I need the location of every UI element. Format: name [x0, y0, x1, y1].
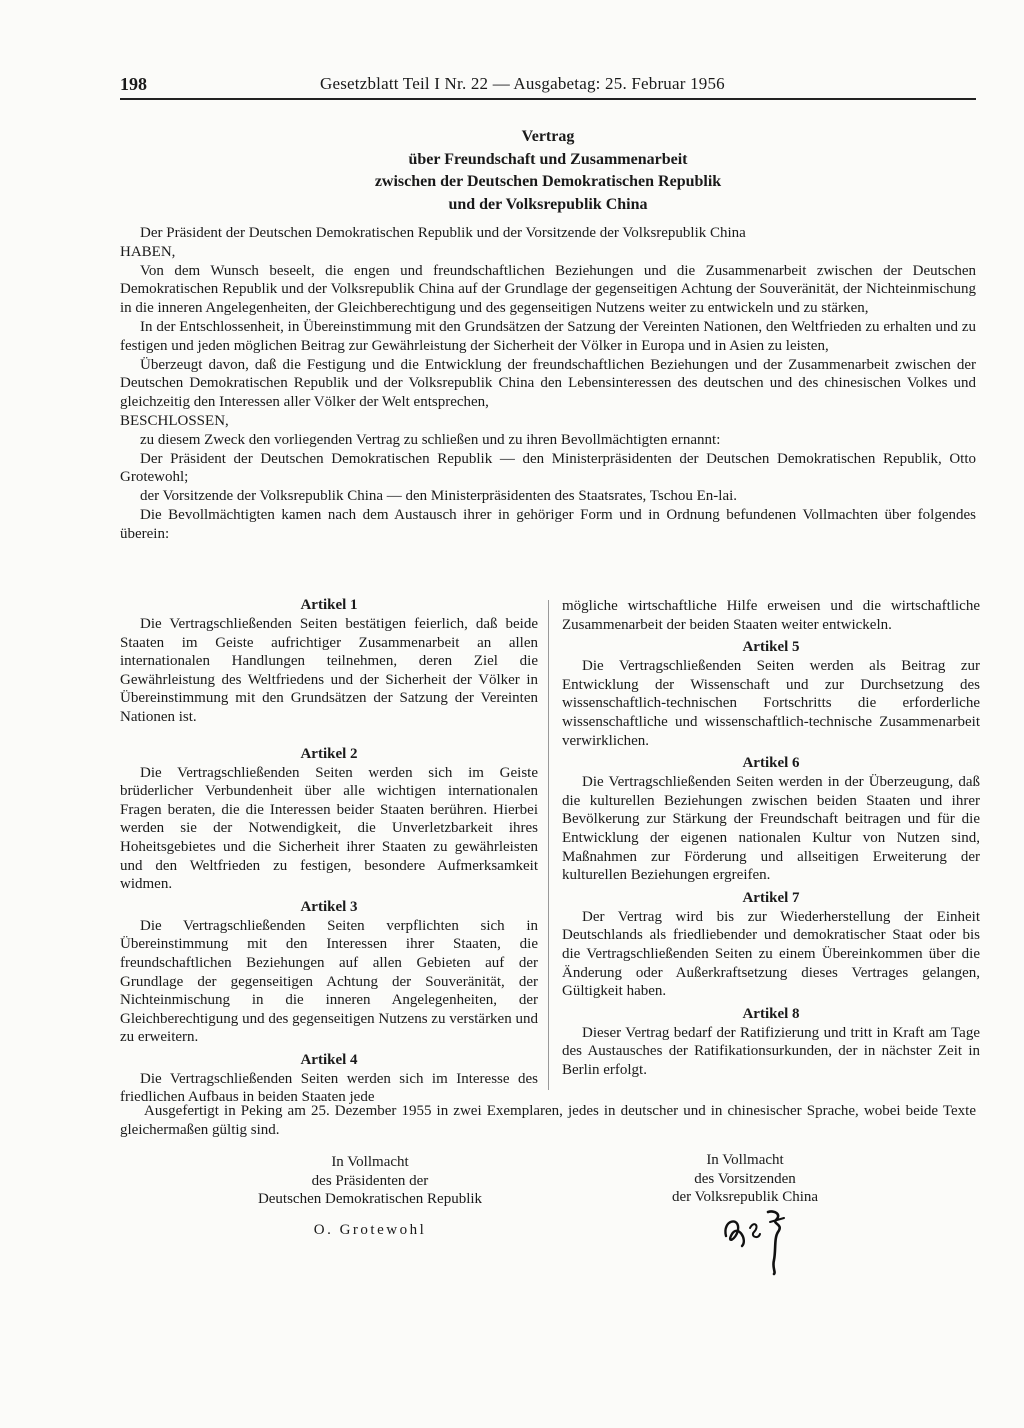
article-1-heading: Artikel 1 [300, 597, 358, 613]
article-3-text: Die Vertragschließenden Seiten verpflichten sich in Übereinstimmung mit den Interessen ihrer Staaten, die freundschaftlichen Beziehungen auf allen Gebieten auf der Grundlage der gegenseitigen Achtung der Souveränität, der Nichteinmischung in die inneren Angelegenheiten, der Gleichberechtigung und des gegenseitigen Nutzens zu verstärken und zu erweitern. [120, 917, 538, 1046]
signature-line: In Vollmacht [706, 1152, 784, 1168]
article-8-text: Dieser Vertrag bedarf der Ratifizierung und tritt in Kraft am Tage des Austausches der Ratifikationsurkunden, der in nächster Zeit in Berlin erfolgt. [562, 1024, 980, 1078]
preamble-paragraph: Von dem Wunsch beseelt, die engen und freundschaftlichen Beziehungen und die Zusammenarbeit zwischen der Deutschen Demokratischen Republik und der Volksrepublik China auf der Grundlage der gegenseitigen Achtung der Souveränität, der Nichteinmischung in die inneren Angelegenheiten, der Gleichberechtigung und des gegenseitigen Nutzens weiter zu entwickeln und zu stärken, [120, 262, 976, 317]
article-1-text: Die Vertragschließenden Seiten bestätigen feierlich, daß beide Staaten im Geiste aufrichtiger Zusammenarbeit an allen internationalen Handlungen teilnehmen, deren Ziel die Gewährleistung des Weltfriedens und der Sicherheit der Völker in Übereinstimmung mit den Grundsätzen der Satzung der Vereinten Nationen ist. [120, 616, 538, 725]
closing-clause [120, 1102, 976, 1140]
signatory-name: O. Grotewohl [313, 1221, 427, 1238]
article-6-heading: Artikel 6 [742, 755, 800, 772]
handwritten-signature [718, 1206, 798, 1276]
article-5-heading: Artikel 5 [742, 639, 800, 656]
preamble-paragraph: der Vorsitzende der Volksrepublik China — den Ministerpräsidenten des Staatsrates, Tschou En-lai. [140, 488, 738, 505]
article-8-heading: Artikel 8 [742, 1005, 800, 1022]
preamble [120, 224, 976, 544]
article-6-text: Die Vertragschließenden Seiten werden in der Überzeugung, daß die kulturellen Beziehungen zwischen beiden Staaten und ihrer Bevölkerung zur Stärkung der Freundschaft beitragen und für die Entwicklung der eigenen nationalen Kultur von Nutzen sind, Maßnahmen zur Förderung und allseitigen Erweiterung der kulturellen Beziehungen ergreifen. [562, 774, 980, 884]
preamble-haben: HABEN, [120, 243, 176, 260]
treaty-title [120, 126, 976, 216]
article-7-heading: Artikel 7 [742, 889, 800, 906]
preamble-paragraph: In der Entschlossenheit, in Übereinstimmung mit den Grundsätzen der Satzung der Vereinten Nationen, den Weltfrieden zu erhalten und zu festigen und jeden möglichen Beitrag zur Gewährleistung der Sicherheit der Völker in Europa und in Asien zu leisten, [120, 318, 976, 354]
preamble-paragraph: Die Bevollmächtigten kamen nach dem Austausch ihrer in gehöriger Form und in Ordnung befundenen Vollmachten über folgendes überein: [120, 506, 976, 542]
article-3-heading: Artikel 3 [300, 898, 358, 915]
articles-right-column [562, 597, 980, 1079]
signature-line: des Vorsitzenden [694, 1170, 796, 1187]
preamble-paragraph: zu diesem Zweck den vorliegenden Vertrag zu schließen und zu ihren Bevollmächtigten ernannt: [140, 431, 721, 448]
preamble-beschlossen: BESCHLOSSEN, [120, 412, 229, 429]
signature-line: der Volksrepublik China [671, 1189, 819, 1205]
signature-block-gdr [200, 1153, 540, 1239]
signature-line: des Präsidenten der [311, 1172, 429, 1189]
closing-text: Ausgefertigt in Peking am 25. Dezember 1955 in zwei Exemplaren, jedes in deutscher und in chinesischer Sprache, wobei beide Texte gleichermaßen gültig sind. [120, 1103, 976, 1138]
running-title: Gesetzblatt Teil I Nr. 22 — Ausgabetag: 25. Februar 1956 [320, 74, 725, 93]
article-5-text: Die Vertragschließenden Seiten werden als Beitrag zur Entwicklung der Wissenschaft und zur Durchsetzung des wissenschaftlich-technischen Fortschritts die erforderliche wissenschaftliche und wissenschaftlich-technische Zusammenarbeit verwirklichen. [562, 658, 980, 749]
article-4-text-part1: Die Vertragschließenden Seiten werden sich im Interesse des friedlichen Aufbaus in beiden Staaten jede [120, 1070, 538, 1106]
article-7-text: Der Vertrag wird bis zur Wiederherstellung der Einheit Deutschlands als friedliebender und demokratischer Staat oder bis die Vertragschließenden Seiten zu einem Übereinkommen über die Änderung oder Außerkraftsetzung dieses Vertrages gelangen, Gültigkeit haben. [562, 908, 980, 1000]
article-4-heading: Artikel 4 [300, 1051, 358, 1068]
article-4-text-part2: mögliche wirtschaftliche Hilfe erweisen und die wirtschaftliche Zusammenarbeit der beiden Staaten weiter entwickeln. [562, 598, 980, 633]
signature-line: Deutschen Demokratischen Republik [257, 1191, 483, 1207]
page-number: 198 [120, 74, 147, 94]
preamble-paragraph: Der Präsident der Deutschen Demokratischen Republik — den Ministerpräsidenten der Deutschen Demokratischen Republik, Otto Grotewohl; [120, 450, 976, 486]
title-line-2: über Freundschaft und Zusammenarbeit [408, 150, 688, 168]
title-line-1: Vertrag [521, 128, 575, 145]
article-2-text: Die Vertragschließenden Seiten werden sich im Geiste brüderlicher Verbundenheit über alle wichtigen internationalen Fragen beraten, die die Interessen beider Staaten berühren. Hierbei werden sie der Notwendigkeit, die Unverletzbarkeit ihres Hoheitsgebietes und die Sicherheit ihrer Staaten zu gewährleisten und den Weltfrieden zu festigen, besondere Aufmerksamkeit widmen. [120, 764, 538, 893]
title-line-3: zwischen der Deutschen Demokratischen Republik [374, 173, 722, 190]
signature-block-prc [630, 1151, 860, 1207]
column-divider [548, 600, 549, 1090]
title-line-4: und der Volksrepublik China [448, 195, 648, 213]
running-header [120, 72, 976, 100]
preamble-paragraph: Der Präsident der Deutschen Demokratischen Republik und der Vorsitzende der Volksrepublik China [140, 225, 746, 241]
article-2-heading: Artikel 2 [300, 745, 358, 762]
articles-left-column [120, 596, 538, 1107]
signature-line: In Vollmacht [331, 1154, 409, 1170]
preamble-paragraph: Überzeugt davon, daß die Festigung und die Entwicklung der freundschaftlichen Beziehungen und der Zusammenarbeit zwischen der Deutschen Demokratischen Republik und der Volksrepublik China den Lebensinteressen des deutschen und des chinesischen Volkes und gleichzeitig den Interessen aller Völker der Welt entsprechen, [120, 356, 976, 411]
